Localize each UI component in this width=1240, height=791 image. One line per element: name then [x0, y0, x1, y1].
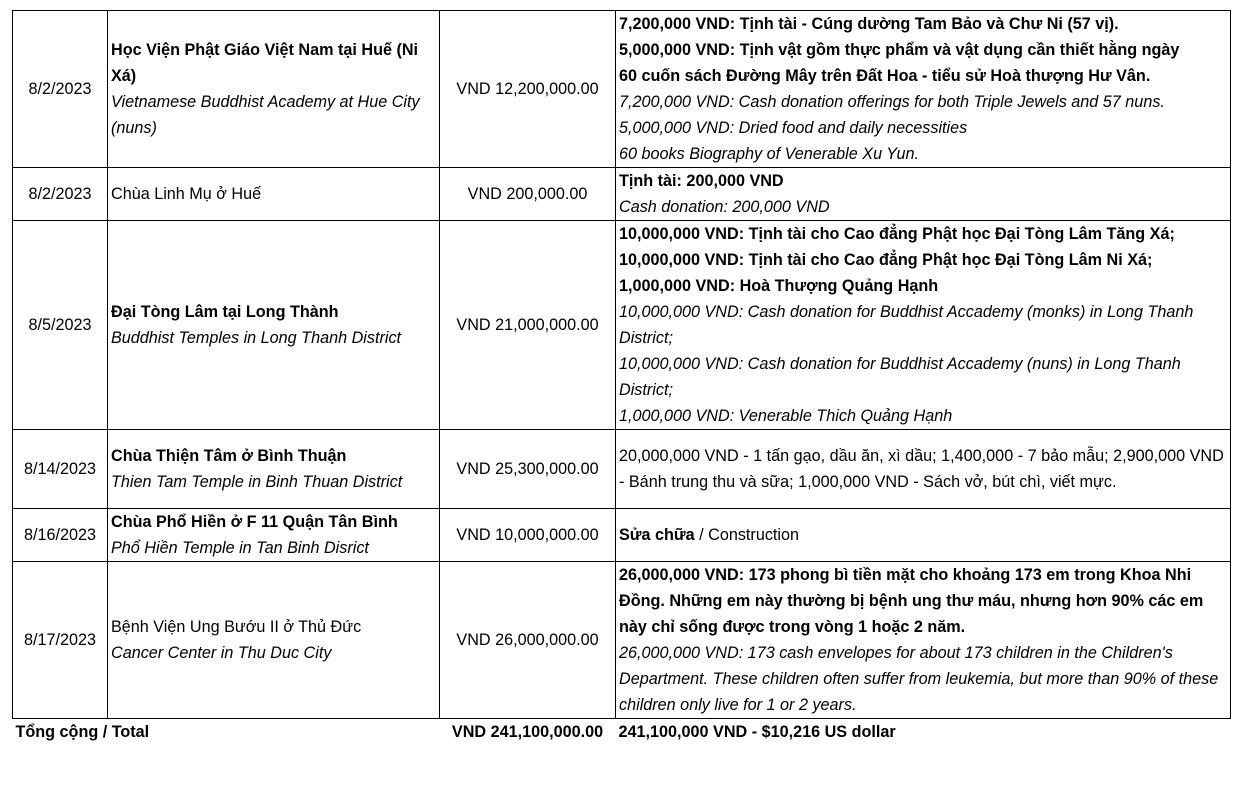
row-place	[108, 221, 440, 430]
place-vi: Chùa Phổ Hiền ở F 11 Quận Tân Bình	[111, 513, 398, 531]
note-en-line: 5,000,000 VND: Dried food and daily necessities	[619, 119, 968, 137]
place-en: Cancer Center in Thu Duc City	[111, 644, 332, 662]
row-notes	[616, 430, 1231, 509]
row-place	[108, 562, 440, 719]
note-vi-line: Tịnh tài: 200,000 VND	[619, 172, 784, 190]
row-notes	[616, 221, 1231, 430]
note-en-line: 60 books Biography of Venerable Xu Yun.	[619, 145, 919, 163]
note-vi-line: 10,000,000 VND: Tịnh tài cho Cao đẳng Phật học Đại Tòng Lâm Tăng Xá;	[619, 225, 1175, 243]
table-row	[13, 562, 1231, 719]
total-amount: VND 241,100,000.00	[451, 723, 604, 741]
place-vi: Chùa Linh Mụ ở Huế	[111, 185, 262, 203]
place-vi: Học Viện Phật Giáo Việt Nam tại Huế (Ni Xá)	[111, 41, 419, 85]
place-en: Phổ Hiền Temple in Tan Binh Disrict	[111, 539, 369, 557]
place-en: Buddhist Temples in Long Thanh District	[111, 329, 402, 347]
row-amount: VND 25,300,000.00	[440, 430, 616, 509]
row-notes	[616, 168, 1231, 221]
note-vi-line: 1,000,000 VND: Hoà Thượng Quảng Hạnh	[619, 277, 939, 295]
row-date: 8/2/2023	[13, 11, 108, 168]
note-vi: 26,000,000 VND: 173 phong bì tiền mặt cho khoảng 173 em trong Khoa Nhi Đồng. Những em này thường bị bệnh ung thư máu, nhưng hơn 90% các em này chỉ sống được trong vòng 1 hoặc 2 năm.	[619, 566, 1204, 636]
note-vi-line: 10,000,000 VND: Tịnh tài cho Cao đẳng Phật học Đại Tòng Lâm Ni Xá;	[619, 251, 1153, 269]
row-amount: VND 10,000,000.00	[440, 509, 616, 562]
place-vi: Đại Tòng Lâm tại Long Thành	[111, 303, 339, 321]
row-notes	[616, 562, 1231, 719]
note-en-line: Cash donation: 200,000 VND	[619, 198, 830, 216]
place-vi: Chùa Thiện Tâm ở Bình Thuận	[111, 447, 347, 465]
row-place	[108, 430, 440, 509]
row-amount: VND 26,000,000.00	[440, 562, 616, 719]
note-en-line: 7,200,000 VND: Cash donation offerings for both Triple Jewels and 57 nuns.	[619, 93, 1165, 111]
note-en: 26,000,000 VND: 173 cash envelopes for about 173 children in the Children's Department. These children often suffer from leukemia, but more than 90% of these children only live for 1 or 2 years.	[619, 644, 1219, 714]
table-row	[13, 168, 1231, 221]
note-separator: /	[694, 526, 709, 544]
note-vi-line: 60 cuốn sách Đường Mây trên Đất Hoa - tiểu sử Hoà thượng Hư Vân.	[619, 67, 1151, 85]
total-label: Tổng cộng / Total	[15, 723, 150, 741]
table-row	[13, 11, 1231, 168]
row-date: 8/2/2023	[13, 168, 108, 221]
row-date: 8/14/2023	[13, 430, 108, 509]
total-summary: 241,100,000 VND - $10,216 US dollar	[618, 723, 896, 741]
table-row	[13, 430, 1231, 509]
row-place	[108, 509, 440, 562]
total-row	[13, 719, 1231, 746]
row-place	[108, 11, 440, 168]
note-text: 20,000,000 VND - 1 tấn gạo, dầu ăn, xì dầu; 1,400,000 - 7 bảo mẫu; 2,900,000 VND - Bánh trung thu và sữa; 1,000,000 VND - Sách vở, bút chì, viết mực.	[619, 447, 1224, 491]
row-place	[108, 168, 440, 221]
note-vi-line: 7,200,000 VND: Tịnh tài - Cúng dường Tam Bảo và Chư Ni (57 vị).	[619, 15, 1119, 33]
note-en-line: 10,000,000 VND: Cash donation for Buddhist Accademy (monks) in Long Thanh District;	[619, 303, 1194, 347]
table-row	[13, 221, 1231, 430]
row-notes	[616, 509, 1231, 562]
place-en: Thien Tam Temple in Binh Thuan District	[111, 473, 403, 491]
row-date: 8/5/2023	[13, 221, 108, 430]
table-row	[13, 509, 1231, 562]
donation-table-container	[12, 10, 1230, 745]
note-vi: Sửa chữa	[619, 526, 695, 544]
row-amount: VND 12,200,000.00	[440, 11, 616, 168]
row-notes	[616, 11, 1231, 168]
row-date: 8/16/2023	[13, 509, 108, 562]
note-en-line: 1,000,000 VND: Venerable Thich Quảng Hạnh	[619, 407, 953, 425]
note-vi-line: 5,000,000 VND: Tịnh vật gồm thực phẩm và vật dụng cần thiết hằng ngày	[619, 41, 1180, 59]
donation-table	[12, 10, 1231, 745]
note-en-line: 10,000,000 VND: Cash donation for Buddhist Accademy (nuns) in Long Thanh District;	[619, 355, 1181, 399]
note-en: Construction	[708, 526, 800, 544]
place-en: Vietnamese Buddhist Academy at Hue City (nuns)	[111, 93, 420, 137]
place-vi: Bệnh Viện Ung Bướu II ở Thủ Đức	[111, 618, 362, 636]
row-date: 8/17/2023	[13, 562, 108, 719]
row-amount: VND 21,000,000.00	[440, 221, 616, 430]
row-amount: VND 200,000.00	[440, 168, 616, 221]
